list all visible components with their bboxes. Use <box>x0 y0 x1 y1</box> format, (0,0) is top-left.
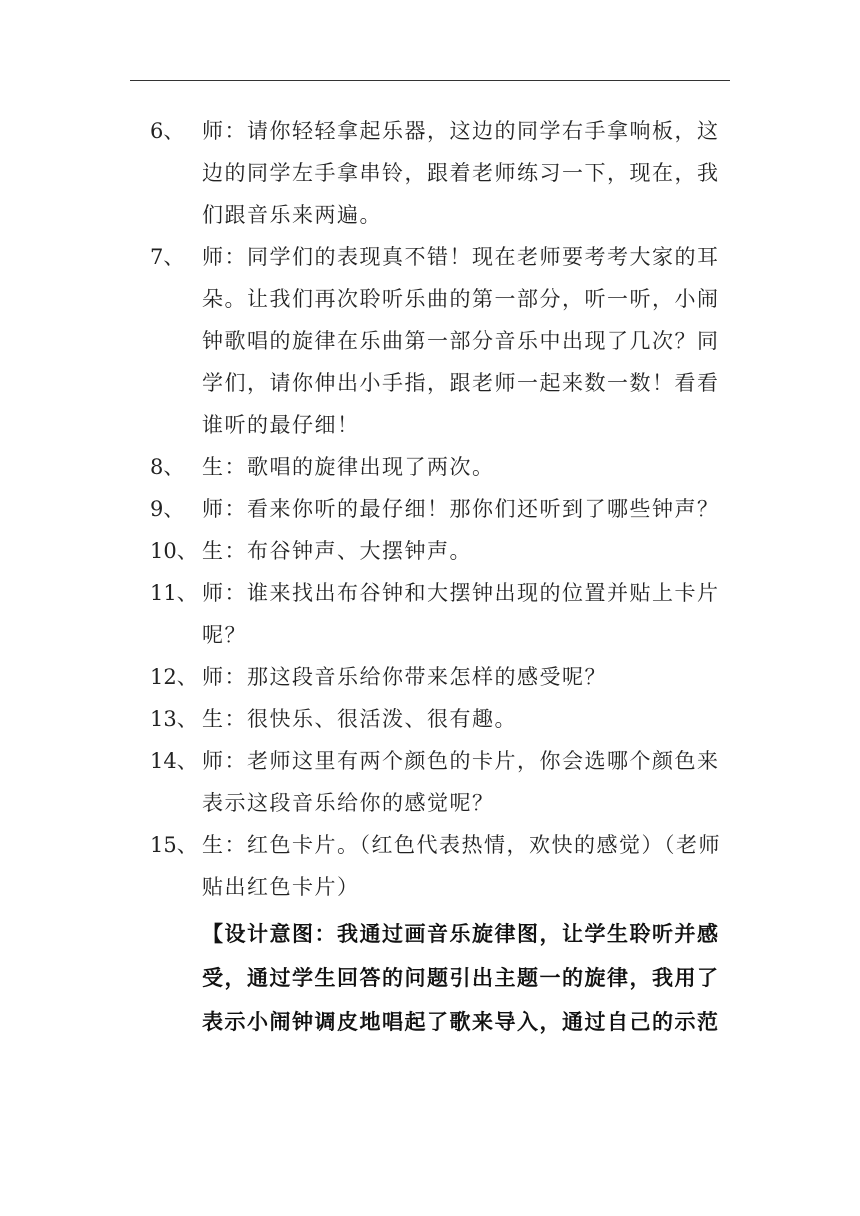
list-item <box>150 824 735 908</box>
item-number: 7、 <box>150 245 185 269</box>
item-text: 师：看来你听的最仔细！那你们还听到了哪些钟声？ <box>202 497 720 521</box>
item-number: 11、 <box>150 581 198 605</box>
item-number: 12、 <box>150 665 198 689</box>
item-text: 生：红色卡片。（红色代表热情，欢快的感觉）（老师贴出红色卡片） <box>202 833 721 899</box>
item-number: 13、 <box>150 707 198 731</box>
item-number: 8、 <box>150 455 185 479</box>
item-text: 生：很快乐、很活泼、很有趣。 <box>202 707 517 731</box>
item-text: 师：老师这里有两个颜色的卡片，你会选哪个颜色来表示这段音乐给你的感觉呢？ <box>202 749 720 815</box>
list-item <box>150 446 735 488</box>
item-text: 生：歌唱的旋律出现了两次。 <box>202 455 495 479</box>
item-text: 生：布谷钟声、大摆钟声。 <box>202 539 472 563</box>
item-number: 10、 <box>150 539 198 563</box>
item-number: 6、 <box>150 119 185 143</box>
list-item <box>150 656 735 698</box>
list-item <box>150 530 735 572</box>
item-text: 师：请你轻轻拿起乐器，这边的同学右手拿响板，这边的同学左手拿串铃，跟着老师练习一下，现在，我们跟音乐来两遍。 <box>202 119 720 227</box>
item-number: 15、 <box>150 833 198 857</box>
list-item <box>150 236 735 446</box>
list-item <box>150 740 735 824</box>
item-text: 师：那这段音乐给你带来怎样的感受呢？ <box>202 665 607 689</box>
document-body <box>150 110 735 1044</box>
list-item <box>150 110 735 236</box>
design-intent-paragraph: 【设计意图：我通过画音乐旋律图，让学生聆听并感受，通过学生回答的问题引出主题一的旋律，我用了表示小闹钟调皮地唱起了歌来导入，通过自己的示范 <box>202 921 720 1034</box>
item-number: 9、 <box>150 497 185 521</box>
item-text: 师：同学们的表现真不错！现在老师要考考大家的耳朵。让我们再次聆听乐曲的第一部分，听一听，小闹钟歌唱的旋律在乐曲第一部分音乐中出现了几次？同学们，请你伸出小手指，跟老师一起来数一数！看看谁听的最仔细！ <box>202 245 720 437</box>
item-text: 师：谁来找出布谷钟和大摆钟出现的位置并贴上卡片呢？ <box>202 581 720 647</box>
list-item <box>150 572 735 656</box>
list-item <box>150 488 735 530</box>
item-number: 14、 <box>150 749 198 773</box>
header-rule <box>130 80 730 81</box>
list-item <box>150 698 735 740</box>
